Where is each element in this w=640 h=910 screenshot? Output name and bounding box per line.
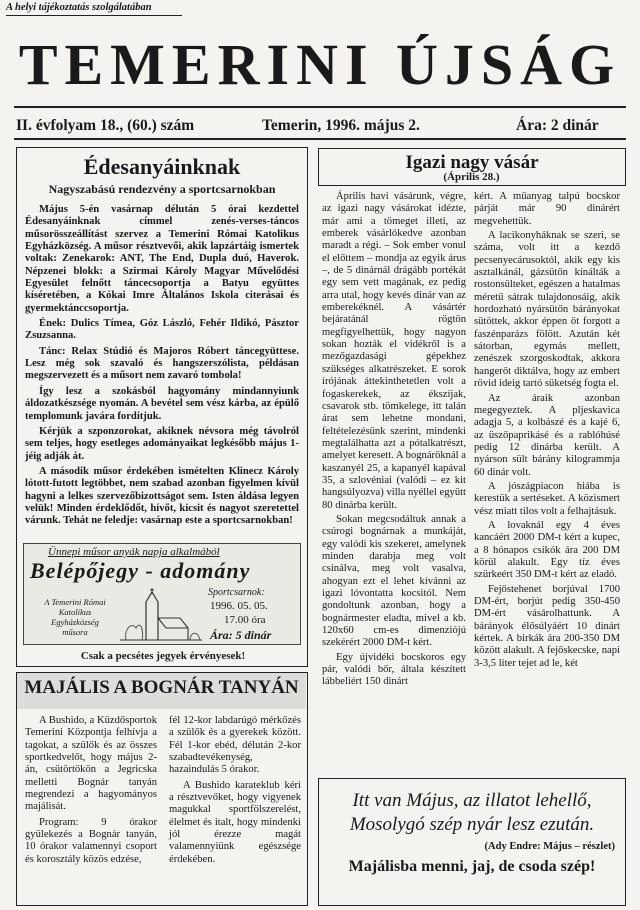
article-title: Igazi nagy vásár	[405, 152, 539, 173]
article-title: MAJÁLIS A BOGNÁR TANYÁN	[24, 677, 299, 698]
ticket-org	[40, 597, 110, 637]
edition: II. évfolyam 18., (60.) szám	[16, 117, 195, 134]
paragraph: A Bushido, a Küzdősportok Temerini Központja felhívja a tagokat, a szülők és az összes sportkedvelőt, hogy május 2-án, csütörtökön a Jegricska melletti Bognár tanyán megrendezi a hagyományos majálisát.	[25, 715, 157, 813]
paragraph: Kérjük a szponzorokat, akiknek névsora még távolról sem teljes, hogy esetleges adományaikat legkésőbb május 1-jéig adják át.	[25, 425, 299, 462]
ticket-image	[23, 543, 301, 645]
paragraph: A lovaknál egy 4 éves kancáért 2000 DM-t kért a kupec, a 8 hónapos csikók ára 200 DM körül alakult. Egy tíz éves szürkeért 350 DM-t kért az eladó.	[474, 519, 620, 581]
paragraph: Május 5-én vasárnap délután 5 órai kezdettel Édesanyáinknak címmel zenés-verses-táncos műsorösszeállítást szervez a Temerini Római Katolikus Egyházközség. A műsor résztvevői, akik lapzártáig ismertek voltak: Zenekarok: ANT, The End, Dupla duó, Haverok. Népzenei blokk: a Szirmai Károly Magyar Művelődési Egyesület felnőtt táncecsoportja a Batyu együttes kíséretében, a Kókai Imre Általános Iskola citerásai és gyermektánccsoportja.	[25, 204, 299, 314]
article-subtitle: (Április 28.)	[443, 171, 500, 183]
paragraph: Egy újvidéki bocskoros egy pár, valódi bőr, általa készített lábbeliért 150 dinárt	[322, 651, 466, 688]
article-subtitle: Nagyszabású rendezvény a sportcsarnokban	[48, 182, 276, 196]
article-column	[474, 191, 620, 670]
paragraph: Ének: Dulics Tímea, Góz László, Fehér Ildikó, Pásztor Zsuzsanna.	[25, 318, 299, 342]
article-majalis	[16, 672, 308, 906]
paragraph: Tánc: Relax Stúdió és Majoros Róbert táncegyüttese. Lesz még sok szavaló és hangszerszólista, példásan megszervezett és a műsort nem zavaró tombola!	[25, 345, 299, 382]
price: Ára: 2 dinár	[516, 117, 599, 134]
tagline: A helyi tájékoztatás szolgálatában	[6, 2, 152, 13]
ticket-time: 17.00 óra	[224, 614, 266, 626]
paragraph: Az áraik azonban megegyeztek. A pljeskavica adagja 5, a kolbászé és a kajé 6, az üszőpaprikásé és a rablóhúsé pedig 12 dinárba került. A nyárson sült bárány kilogrammja 60 dinár volt.	[474, 392, 620, 478]
ticket-headline: Belépőjegy - adomány	[30, 558, 251, 583]
poem-slogan: Majálisba menni, jaj, de csoda szép!	[348, 858, 596, 875]
masthead-rule-bottom	[14, 138, 626, 140]
article-column	[322, 191, 466, 689]
article-column	[25, 715, 157, 866]
paragraph: Sokan megcsodáltuk annak a csúrogi bognárnak a munkáját, egy valódi kis szekeret, amelynek minden darabja meg volt csinálva, meg volt vasalva, ahogyan ezt el lehet kívánni az igazi lóvontatta kocsitól. Nem gondoltunk azonban, hogy a bognármester eladta, mivel a kb. 120x60 cm-es dimenziójú szekérért 2000 DM-t kért.	[322, 513, 466, 649]
article-edesanyaink	[16, 147, 308, 667]
dateline: Temerin, 1996. május 2.	[262, 117, 420, 134]
paragraph: fél 12-kor labdarúgó mérkőzés a szülők és a gyerekek között. Fél 1-kor ebéd, délután 2-kor szabadtevékenység, hazaindulás 5 órakor.	[169, 715, 301, 776]
paragraph: Április havi vásárunk, végre, az igazi nagy vásárokat idézte, már ami a tömeget illeti, az emberek vásárlókedve azonban maradt a régi. – Sok ember vonul el előttem – mondja az egyik árus –, de 5 dinárnál drágább portékát egy sem vett magának, ez pedig arra utal, hogy kevés dinár van az emberekéknél. A vásártér bejáratánál rögtön megfigyelhettük, hogy nagyon sokan hozták el vidékről is a mezőgazdasági gépekhez szükséges alkatrészeket. E sorok írójának áttekinthetetlen volt a fogaskerekek, az ékszíjak, csavarok stb. tömkelege, itt talán árat sem lehetne mondani, feltételezésünk szerint, mindenki megtalálhatta azt a pótalkatrészt, amelyet keresett. A bognáröknál a kaszanyél 25, a kapanyél kapával 35, a szlovéniai (valódi – ez kit hangsúlyozva) villa nyéllel együtt 80 dinárba került.	[322, 191, 466, 511]
paragraph: kért. A műanyag talpú bocskor párját már 90 dinárért megvehettük.	[474, 191, 620, 227]
article-column	[169, 715, 301, 866]
masthead-rule-top	[14, 106, 626, 108]
paragraph: A jószágpiacon hiába is kerestük a sertéseket. A közismert vész miatt tilos volt a felhajtásuk.	[474, 480, 620, 517]
ticket-venue: Sportcsarnok:	[208, 587, 265, 598]
article-body	[17, 197, 307, 528]
ticket-org-line: Egyházközség műsora	[51, 617, 99, 637]
ticket-org-line: Katolikus	[58, 607, 92, 617]
ticket-date: 1996. 05. 05.	[210, 600, 268, 612]
paragraph: A második műsor érdekében ismételten Klinecz Károly lótott-futott legtöbbet, nem szabad azonban figyelmen kívül hagyni a lelkes szervezőbizottságot sem. Isten áldása legyen velük! Minden érdeklődőt, hívőt, kicsit és nagyot szeretettel várunk. Tehát ne feledje: vasárnap este a sportcsarnokban!	[25, 465, 299, 527]
article-title: Édesanyáinknak	[83, 154, 241, 179]
tagline-rule	[6, 15, 182, 16]
paragraph: Így lesz a szokásból hagyomány mindannyiunk áldozatkészsége nyomán. A bevétel sem vész kárba, az épülő templomunk javára fordítjuk.	[25, 385, 299, 422]
ticket-top: Ünnepi műsor anyák napja alkalmából	[48, 546, 220, 558]
paragraph: A lacikonyháknak se szeri, se száma, volt itt a kezdő pecsenyecárusoktól, akik egy kis asztalkánál, gázsütőn kínálták a rostonsülteket, egészen a hatalmas méretű sátrak tulajdonosáig, akik hordozható nyársütőn bárányokat sütöttek, akkor éppen öt forgott a faszénparázs fölött. Azután két sátorban, egymás mellett, zenészek szorgoskodtak, akkora hangerőt diktálva, hogy az embert rövid ideig tartó süketség fogta el.	[474, 230, 620, 390]
ticket-org-line: A Temerini Római	[44, 597, 106, 607]
paragraph: Fejőstehenet borjúval 1700 DM-ért, borjút pedig 350-450 DM-ért vásárolhattunk. A bárányok élősúlyáért 10 dinárt kértek. A birkák ára 200-350 DM között alakult. A fejőskecske, napi 3-3,5 liter tejet ad le, két	[474, 583, 620, 669]
poem-box	[318, 778, 626, 906]
ticket-price: Ára: 5 dinár	[210, 628, 272, 642]
article-title-box	[318, 148, 626, 186]
paragraph: Program: 9 órakor gyülekezés a Bognár tanyán, 10 órakor valamennyi csoport és korosztály közös edzése,	[25, 816, 157, 865]
church-drawing-icon	[118, 588, 204, 642]
masthead: TEMERINI ÚJSÁG	[18, 32, 622, 97]
poem-line: Itt van Május, az illatot lehellő,	[352, 790, 592, 811]
ticket-note: Csak a pecsétes jegyek érvényesek!	[80, 650, 246, 662]
poem-line: Mosolygó szép nyár lesz ezután.	[349, 814, 595, 835]
paragraph: A Bushido karateklub kéri a résztvevőket, hogy vigyenek magukkal sportfölszerelést, élelmet és italt, hogy mindenki jól érezze magát valamennyiünk egészsége érdekében.	[169, 779, 301, 865]
poem-credit: (Ady Endre: Május – részlet)	[484, 841, 615, 852]
